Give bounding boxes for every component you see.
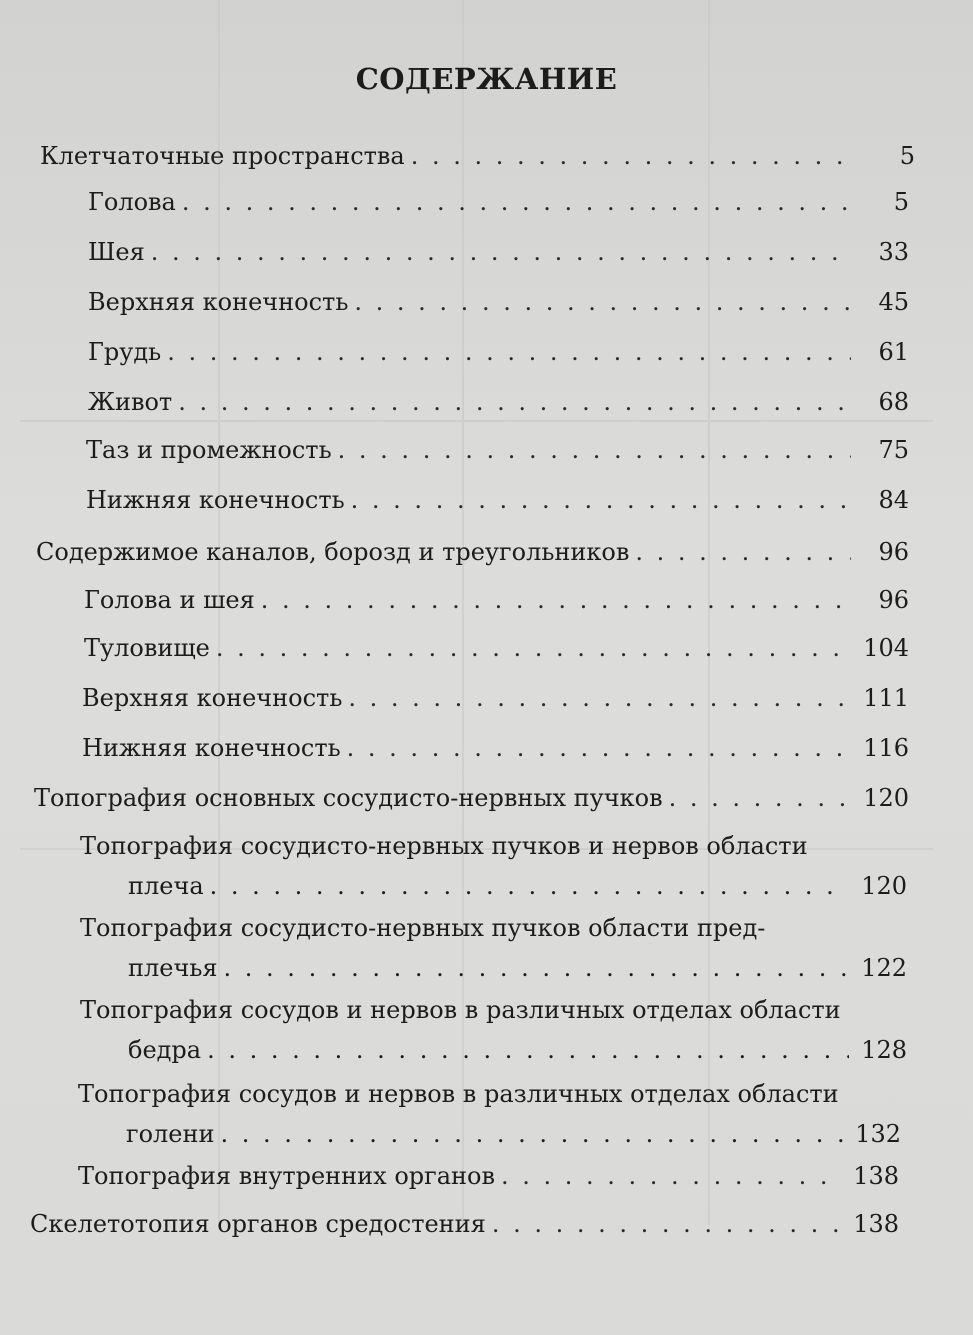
dot-leader (216, 634, 851, 662)
toc-entry (78, 1162, 899, 1190)
toc-entry-label: Топография основных сосудисто-нервных пучков (34, 784, 663, 812)
toc-entry-label: Топография сосудов и нервов в различных отделах области (78, 1080, 839, 1108)
dot-leader (501, 1162, 841, 1190)
toc-entry (40, 142, 915, 170)
dot-leader (348, 684, 851, 712)
toc-entry-page: 68 (878, 388, 909, 416)
toc-entry (86, 436, 909, 464)
toc-entry (88, 288, 909, 316)
toc-entry-label: Грудь (88, 338, 162, 366)
toc-entry-label-continued: плечья (128, 954, 218, 982)
toc-entry-page: 132 (855, 1120, 901, 1148)
toc-entry-page: 61 (878, 338, 909, 366)
toc-entry-page: 138 (853, 1210, 899, 1238)
toc-entry-page: 116 (863, 734, 909, 762)
toc-entry-label: Нижняя конечность (86, 486, 345, 514)
dot-leader (492, 1210, 841, 1238)
toc-entry (88, 188, 909, 216)
toc-entry-page: 104 (863, 634, 909, 662)
toc-entry (78, 1078, 901, 1150)
toc-entry (80, 994, 907, 1066)
toc-entry-page: 5 (893, 188, 909, 216)
toc-entry-page: 96 (878, 538, 909, 566)
toc-entry (36, 538, 909, 566)
dot-leader (210, 870, 849, 902)
dot-leader (669, 784, 851, 812)
toc-entry (88, 388, 909, 416)
toc-entry-page: 33 (878, 238, 909, 266)
toc-entry (80, 912, 907, 984)
dot-leader (351, 486, 851, 514)
dot-leader (151, 238, 851, 266)
toc-entry-page: 75 (878, 436, 909, 464)
toc-entry-label: Живот (88, 388, 173, 416)
toc-entry (82, 684, 909, 712)
dot-leader (178, 388, 851, 416)
dot-leader (182, 188, 851, 216)
toc-entry-label: Верхняя конечность (82, 684, 343, 712)
dot-leader (354, 288, 851, 316)
toc-entry (86, 486, 909, 514)
toc-entry (82, 734, 909, 762)
dot-leader (207, 1034, 849, 1066)
toc-entry-page: 84 (878, 486, 909, 514)
dot-leader (167, 338, 851, 366)
toc-entry-label: Скелетотопия органов средостения (30, 1210, 486, 1238)
toc-entry-label: Шея (88, 238, 145, 266)
toc-entry-label: Содержимое каналов, борозд и треугольников (36, 538, 630, 566)
toc-entry-label: Голова и шея (84, 586, 255, 614)
toc-entry-page: 45 (878, 288, 909, 316)
toc-entry-label: Таз и промежность (86, 436, 332, 464)
dot-leader (411, 142, 857, 170)
toc-entry (30, 1210, 899, 1238)
toc-entry (88, 338, 909, 366)
toc-entry-page: 122 (861, 954, 907, 982)
toc-entry-label: Верхняя конечность (88, 288, 349, 316)
toc-entry-label: Нижняя конечность (82, 734, 341, 762)
toc-entry-page: 111 (863, 684, 909, 712)
toc-entry-label: Голова (88, 188, 176, 216)
page-title: СОДЕРЖАНИЕ (355, 62, 618, 96)
toc-entry-label-continued: плеча (128, 872, 204, 900)
toc-entry-page: 120 (863, 784, 909, 812)
toc-entry-label: Топография сосудов и нервов в различных отделах области (80, 996, 841, 1024)
dot-leader (347, 734, 851, 762)
dot-leader (635, 538, 851, 566)
toc-entry-page: 120 (861, 872, 907, 900)
toc-entry-label-continued: бедра (128, 1036, 202, 1064)
toc-entry-label-continued: голени (126, 1120, 215, 1148)
toc-entry (34, 784, 909, 812)
toc-entry-page: 138 (853, 1162, 899, 1190)
toc-entry-label: Топография сосудисто-нервных пучков области пред- (80, 914, 766, 942)
toc-entry-page: 96 (878, 586, 909, 614)
toc-entry-label: Туловище (84, 634, 210, 662)
toc-entry-label: Клетчаточные пространства (40, 142, 405, 170)
toc-entry-page: 5 (899, 142, 915, 170)
dot-leader (261, 586, 851, 614)
toc-entry-page: 128 (861, 1036, 907, 1064)
toc-entry (84, 634, 909, 662)
toc-entry (80, 830, 907, 902)
toc-entry (88, 238, 909, 266)
dot-leader (338, 436, 851, 464)
toc-entry (84, 586, 909, 614)
toc-entry-label: Топография внутренних органов (78, 1162, 495, 1190)
toc-entry-label: Топография сосудисто-нервных пучков и нервов области (80, 832, 808, 860)
dot-leader (224, 952, 849, 984)
dot-leader (220, 1118, 843, 1150)
